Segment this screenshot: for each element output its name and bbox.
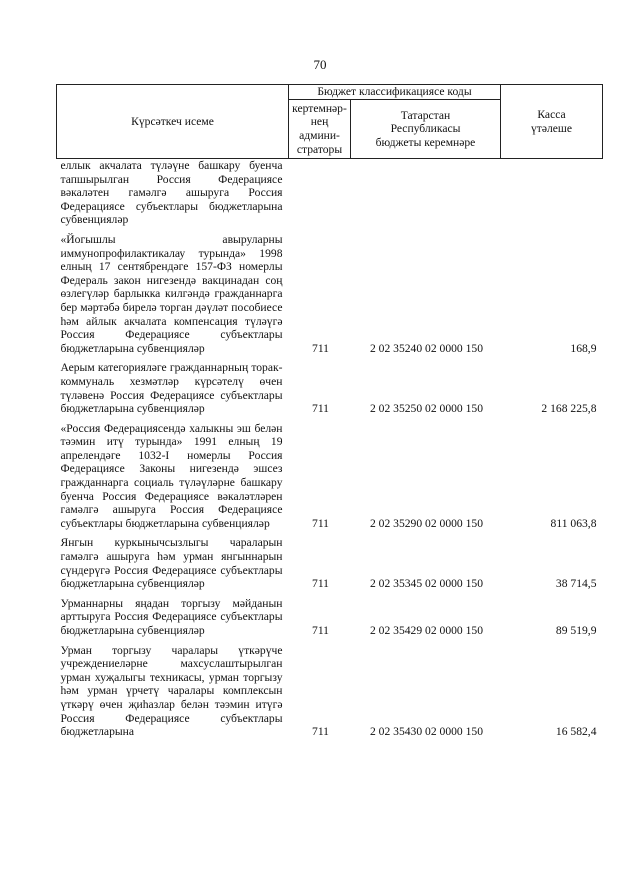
header-admin: [289, 100, 351, 159]
table-row: [57, 592, 603, 639]
row-indicator-name: Аерым категорияләге гражданнарның торак-коммуналь хезмәтләр күрсәтелү өчен түләвенә Россия Федерациясе субъектлары бюджетларына субвенцияләр: [60, 361, 283, 416]
header-cash-execution: [501, 85, 603, 159]
row-indicator-name: Урманнарны яңадан торгызу мәйданын арттыруга Россия Федерациясе субъектлары бюджетларына субвенцияләр: [60, 596, 283, 637]
budget-table: [56, 84, 603, 740]
row-admin-code: 711: [312, 341, 329, 355]
table-header: [57, 85, 603, 159]
header-indicator: Күрсәткеч исеме: [57, 85, 289, 159]
row-indicator-name: «Йогышлы авыруларны иммунопрофилактикалау турында» 1998 елның 17 сентябрендәге 157-ФЗ номерлы Федераль закон нигезендә вакцинадан соң өзлегүләр барлыкка килгәндә гражданнарга бер мәртәбә бирелә торган дәүләт пособиесе һәм айлык акчалата компенсация түләүгә Россия Федерациясе субъектлары бюджетларына субвенцияләр: [60, 232, 283, 355]
row-cash-amount: 2 168 225,8: [541, 402, 597, 416]
row-cash-amount: 38 714,5: [555, 577, 597, 591]
table-row: [57, 228, 603, 356]
table-row: [57, 356, 603, 416]
header-budget-income: [351, 100, 501, 159]
row-indicator-name: еллык акчалата түләүне башкару буенча тапшырылган Россия Федерациясе вәкаләтен гамәлгә ашыруга Россия Федерациясе субъектлары бюджетларына субвенцияләр: [60, 159, 283, 227]
header-budget-income-text: Татарстан Республикасы бюджеты керемнәре: [375, 108, 476, 149]
row-budget-code: 2 02 35250 02 0000 150: [369, 402, 484, 416]
table-row: [57, 639, 603, 740]
table-body: [57, 159, 603, 740]
row-budget-code: 2 02 35429 02 0000 150: [369, 624, 484, 637]
row-admin-code: 711: [312, 516, 329, 530]
row-admin-code: 711: [312, 402, 329, 416]
row-budget-code: 2 02 35290 02 0000 150: [369, 516, 484, 530]
header-classification-group: Бюджет классификациясе коды: [289, 85, 501, 100]
table-row: [57, 159, 603, 228]
row-budget-code: 2 02 35240 02 0000 150: [369, 341, 484, 355]
row-cash-amount: 16 582,4: [555, 725, 597, 739]
row-admin-code: 711: [312, 577, 329, 591]
row-admin-code: [289, 159, 351, 228]
header-admin-text: кертемнәр- нең админи- страторы: [292, 101, 347, 156]
row-indicator-name: «Россия Федерациясендә халыкны эш белән тәэмин итү турында» 1991 елның 19 апрелендәге 1032-I номерлы Россия Федерациясе Законы нигезендә эшсез гражданнарга социаль түләүләрне башкару буенча Россия Федерациясе вәкаләтләрен гамәлгә ашыруга Россия Федерациясе субъектлары бюджетларына субвенцияләр: [60, 421, 283, 530]
row-admin-code: 711: [312, 725, 329, 739]
row-cash-amount: 89 519,9: [555, 624, 597, 637]
table-row: [57, 531, 603, 591]
row-cash-amount: [501, 159, 603, 228]
row-budget-code: 2 02 35345 02 0000 150: [369, 577, 484, 591]
row-cash-amount: 168,9: [570, 341, 597, 355]
row-admin-code: 711: [312, 624, 329, 637]
row-indicator-name: Янгын куркынычсызлыгы чараларын гамәлгә ашыруга һәм урман янгыннарын сүндерүгә Россия Федерациясе субъектлары бюджетларына субвенцияләр: [60, 536, 283, 591]
row-cash-amount: 811 063,8: [550, 516, 597, 530]
table-row: [57, 417, 603, 532]
row-budget-code: 2 02 35430 02 0000 150: [369, 725, 484, 739]
row-indicator-name: Урман торгызу чаралары үткәрүче учреждениеләрне махсуслаштырылган урман хуҗалыгы техникасы, урман торгызу һәм урман үрчетү чаралары комплексын үткәрү өчен җиһазлар белән тәэмин итүгә Россия Федерациясе субъектлары бюджетларына: [60, 643, 283, 739]
page-number: 70: [313, 57, 327, 72]
header-cash-text: Касса үтәлеше: [530, 107, 572, 135]
row-budget-code: [351, 159, 501, 228]
